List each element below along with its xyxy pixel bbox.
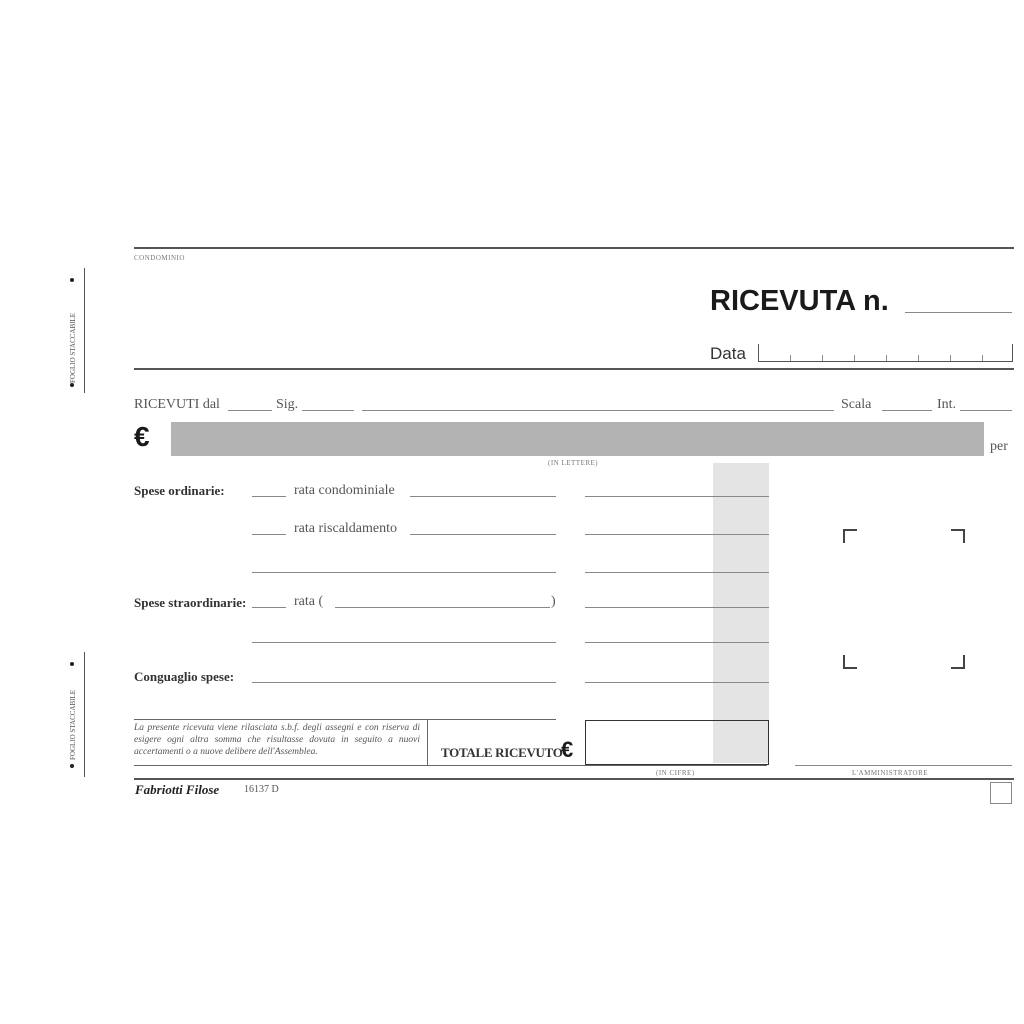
riscaldamento-prefix-field[interactable] xyxy=(252,534,286,535)
straordinarie-amount[interactable] xyxy=(585,607,769,608)
receipt-number-line[interactable] xyxy=(905,312,1012,313)
euro-icon: € xyxy=(134,421,150,452)
int-label: Int. xyxy=(937,397,957,412)
total-label: TOTALE RICEVUTO xyxy=(441,745,563,760)
straordinarie-prefix-field[interactable] xyxy=(252,607,286,608)
straordinarie-extra-field[interactable] xyxy=(252,642,556,643)
total-amount-box[interactable] xyxy=(585,720,769,765)
conguaglio-field[interactable] xyxy=(252,682,556,683)
per-label: per xyxy=(990,439,1008,454)
perforation-dot xyxy=(70,662,74,666)
perforation-dot xyxy=(70,383,74,387)
conguaglio-label: Conguaglio spese: xyxy=(134,669,235,684)
rata-riscaldamento-label: rata riscaldamento xyxy=(294,521,398,536)
conguaglio-amount[interactable] xyxy=(585,682,769,683)
rata-condominiale-label: rata condominiale xyxy=(294,483,395,498)
side-label-top: FOGLIO STACCABILE xyxy=(69,312,77,383)
date-label: Data xyxy=(710,344,746,363)
ordinarie-prefix-field[interactable] xyxy=(252,496,286,497)
ordinarie-extra-field[interactable] xyxy=(252,572,556,573)
spese-ordinarie-label: Spese ordinarie: xyxy=(134,483,225,498)
rata-condominiale-field[interactable] xyxy=(410,496,556,497)
legal-note: La presente ricevuta viene rilasciata s.b.f. degli assegni e con riserva di esigere ogni altra somma che risultasse dovuta in seguito a nuovi accertamenti o a nuove delibere dell'Assemblea. xyxy=(134,723,420,757)
straordinarie-extra-amount[interactable] xyxy=(585,642,769,643)
sig-field[interactable] xyxy=(362,410,834,411)
side-line xyxy=(84,652,85,777)
int-field[interactable] xyxy=(960,410,1012,411)
side-label-bottom: FOGLIO STACCABILE xyxy=(69,689,77,760)
perforation-dot xyxy=(70,764,74,768)
note-divider xyxy=(427,720,428,765)
scala-label: Scala xyxy=(841,397,872,412)
ordinarie-extra-amount[interactable] xyxy=(585,572,769,573)
amount-column-shade xyxy=(713,463,769,763)
total-euro-icon: € xyxy=(561,737,574,762)
sig-field-short[interactable] xyxy=(302,410,354,411)
amount-words-field[interactable] xyxy=(171,422,984,456)
spese-straordinarie-label: Spese straordinarie: xyxy=(134,595,247,610)
admin-label: L'AMMINISTRATORE xyxy=(852,769,929,777)
rata-riscaldamento-amount[interactable] xyxy=(585,534,769,535)
brand-logo: Fabriotti Filose xyxy=(135,782,220,797)
note-top-rule xyxy=(134,719,556,720)
rata-close-paren: ) xyxy=(551,594,556,609)
bottom-rule xyxy=(134,778,1014,780)
ricevuti-label: RICEVUTI dal xyxy=(134,397,220,412)
checkbox[interactable] xyxy=(990,782,1012,804)
rata-label: rata ( xyxy=(294,594,324,609)
scala-field[interactable] xyxy=(882,410,932,411)
in-cifre-label: (IN CIFRE) xyxy=(656,769,695,777)
header-rule xyxy=(134,368,1014,370)
rata-condominiale-amount[interactable] xyxy=(585,496,769,497)
ricevuti-field[interactable] xyxy=(228,410,272,411)
perforation-dot xyxy=(70,278,74,282)
top-rule xyxy=(134,247,1014,249)
admin-signature-line[interactable] xyxy=(795,765,1012,766)
sig-label: Sig. xyxy=(276,397,299,412)
side-line xyxy=(84,268,85,393)
product-code: 16137 D xyxy=(244,784,279,795)
condominio-label: CONDOMINIO xyxy=(134,254,185,262)
note-bottom-rule xyxy=(134,765,767,766)
receipt-title: RICEVUTA n. xyxy=(710,285,889,317)
rata-straordinaria-field[interactable] xyxy=(335,607,550,608)
in-lettere-label: (IN LETTERE) xyxy=(548,459,599,467)
rata-riscaldamento-field[interactable] xyxy=(410,534,556,535)
